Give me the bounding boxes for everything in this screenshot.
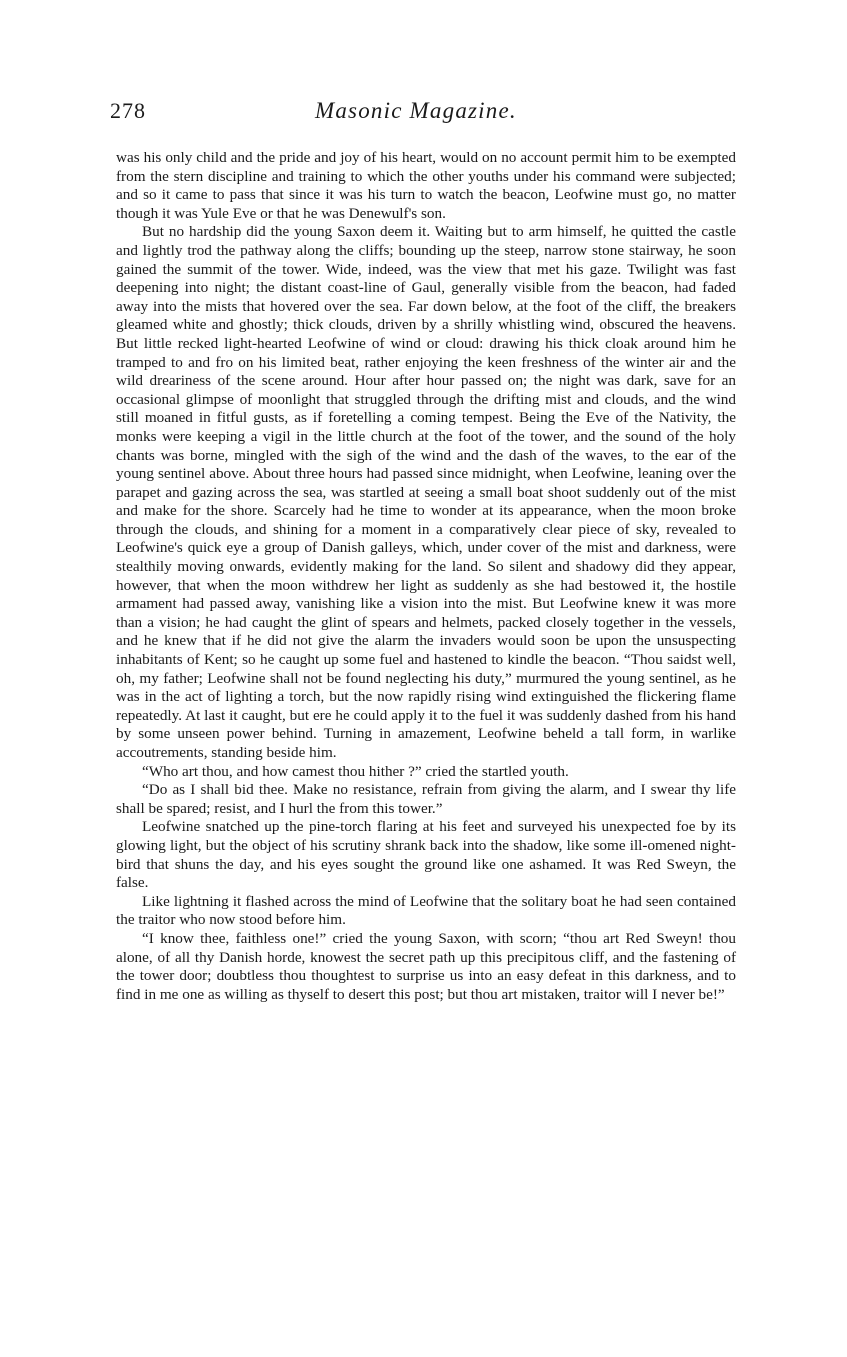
paragraph-7: “I know thee, faithless one!” cried the young Saxon, with scorn; “thou art Red Sweyn! thou alone, of all thy Danish horde, knowest the secret path up this precipitous cliff, and the fastening of the tower door; doubtless thou thoughtest to surprise us into an easy defeat in this darkness, and to find in me one as willing as thyself to desert this post; but thou art mistaken, traitor will I never be!” [116, 929, 736, 1003]
paragraph-2: But no hardship did the young Saxon deem it. Waiting but to arm himself, he quitted the castle and lightly trod the pathway along the cliffs; bounding up the steep, narrow stone stairway, he soon gained the summit of the tower. Wide, indeed, was the view that met his gaze. Twilight was fast deepening into night; the distant coast-line of Gaul, generally visible from the beacon, had faded away into the mists that hovered over the sea. Far down below, at the foot of the cliff, the breakers gleamed white and ghostly; thick clouds, driven by a shrilly whistling wind, obscured the heavens. But little recked light-hearted Leofwine of wind or cloud: drawing his thick cloak around him he tramped to and fro on his limited beat, rather enjoying the keen freshness of the winter air and the wild dreariness of the scene around. Hour after hour passed on; the night was dark, save for an occasional glimpse of moonlight that struggled through the drifting mist and clouds, and the wind still moaned in fitful gusts, as if foretelling a coming tempest. Being the Eve of the Nativity, the monks were keeping a vigil in the little church at the foot of the tower, and the sound of the holy chants was borne, mingled with the sigh of the wind and the dash of the waves, to the ear of the young sentinel above. About three hours had passed since midnight, when Leofwine, leaning over the parapet and gazing across the sea, was startled at seeing a small boat shoot suddenly out of the mist and make for the shore. Scarcely had he time to wonder at its appearance, when the moon broke through the clouds, and shining for a moment in a comparatively clear piece of sky, revealed to Leofwine's quick eye a group of Danish galleys, which, under cover of the mist and darkness, were stealthily moving onwards, evidently making for the land. So silent and shadowy did they appear, however, that when the moon withdrew her light as suddenly as she had bestowed it, the hostile armament had passed away, vanishing like a vision into the mist. But Leofwine knew it was more than a vision; he had caught the glint of spears and helmets, packed closely together in the vessels, and he knew that if he did not give the alarm the invaders would soon be upon the unsuspecting inhabitants of Kent; so he caught up some fuel and hastened to kindle the beacon. “Thou saidst well, oh, my father; Leofwine shall not be found neglecting his duty,” murmured the young sentinel, as he was in the act of lighting a torch, but the now rapidly rising wind extinguished the flickering flame repeatedly. At last it caught, but ere he could apply it to the fuel it was suddenly dashed from his hand by some unseen power behind. Turning in amazement, Leofwine beheld a tall form, in warlike accoutrements, standing beside him. [116, 223, 736, 761]
paragraph-1: was his only child and the pride and joy of his heart, would on no account permit him to be exempted from the stern discipline and training to which the other youths under his command were subjected; and so it came to pass that since it was his turn to watch the beacon, Leofwine must go, no matter though it was Yule Eve or that he was Denewulf's son. [116, 149, 736, 222]
paragraph-4: “Do as I shall bid thee. Make no resistance, refrain from giving the alarm, and I swear thy life shall be spared; resist, and I hurl the from this tower.” [116, 781, 736, 817]
paragraph-6: Like lightning it flashed across the mind of Leofwine that the solitary boat he had seen contained the traitor who now stood before him. [116, 892, 736, 929]
running-title: Masonic Magazine. [315, 98, 517, 123]
page-header [110, 98, 736, 130]
paragraph-5: Leofwine snatched up the pine-torch flaring at his feet and surveyed his unexpected foe by its glowing light, but the object of his scrutiny shrank back into the shadow, like some ill-omened night-bird that shuns the day, and his eyes sought the ground like one ashamed. It was Red Sweyn, the false. [116, 818, 736, 892]
page-number: 278 [110, 98, 146, 123]
paragraph-3: “Who art thou, and how camest thou hither ?” cried the startled youth. [142, 762, 569, 780]
article-body [116, 149, 736, 1004]
